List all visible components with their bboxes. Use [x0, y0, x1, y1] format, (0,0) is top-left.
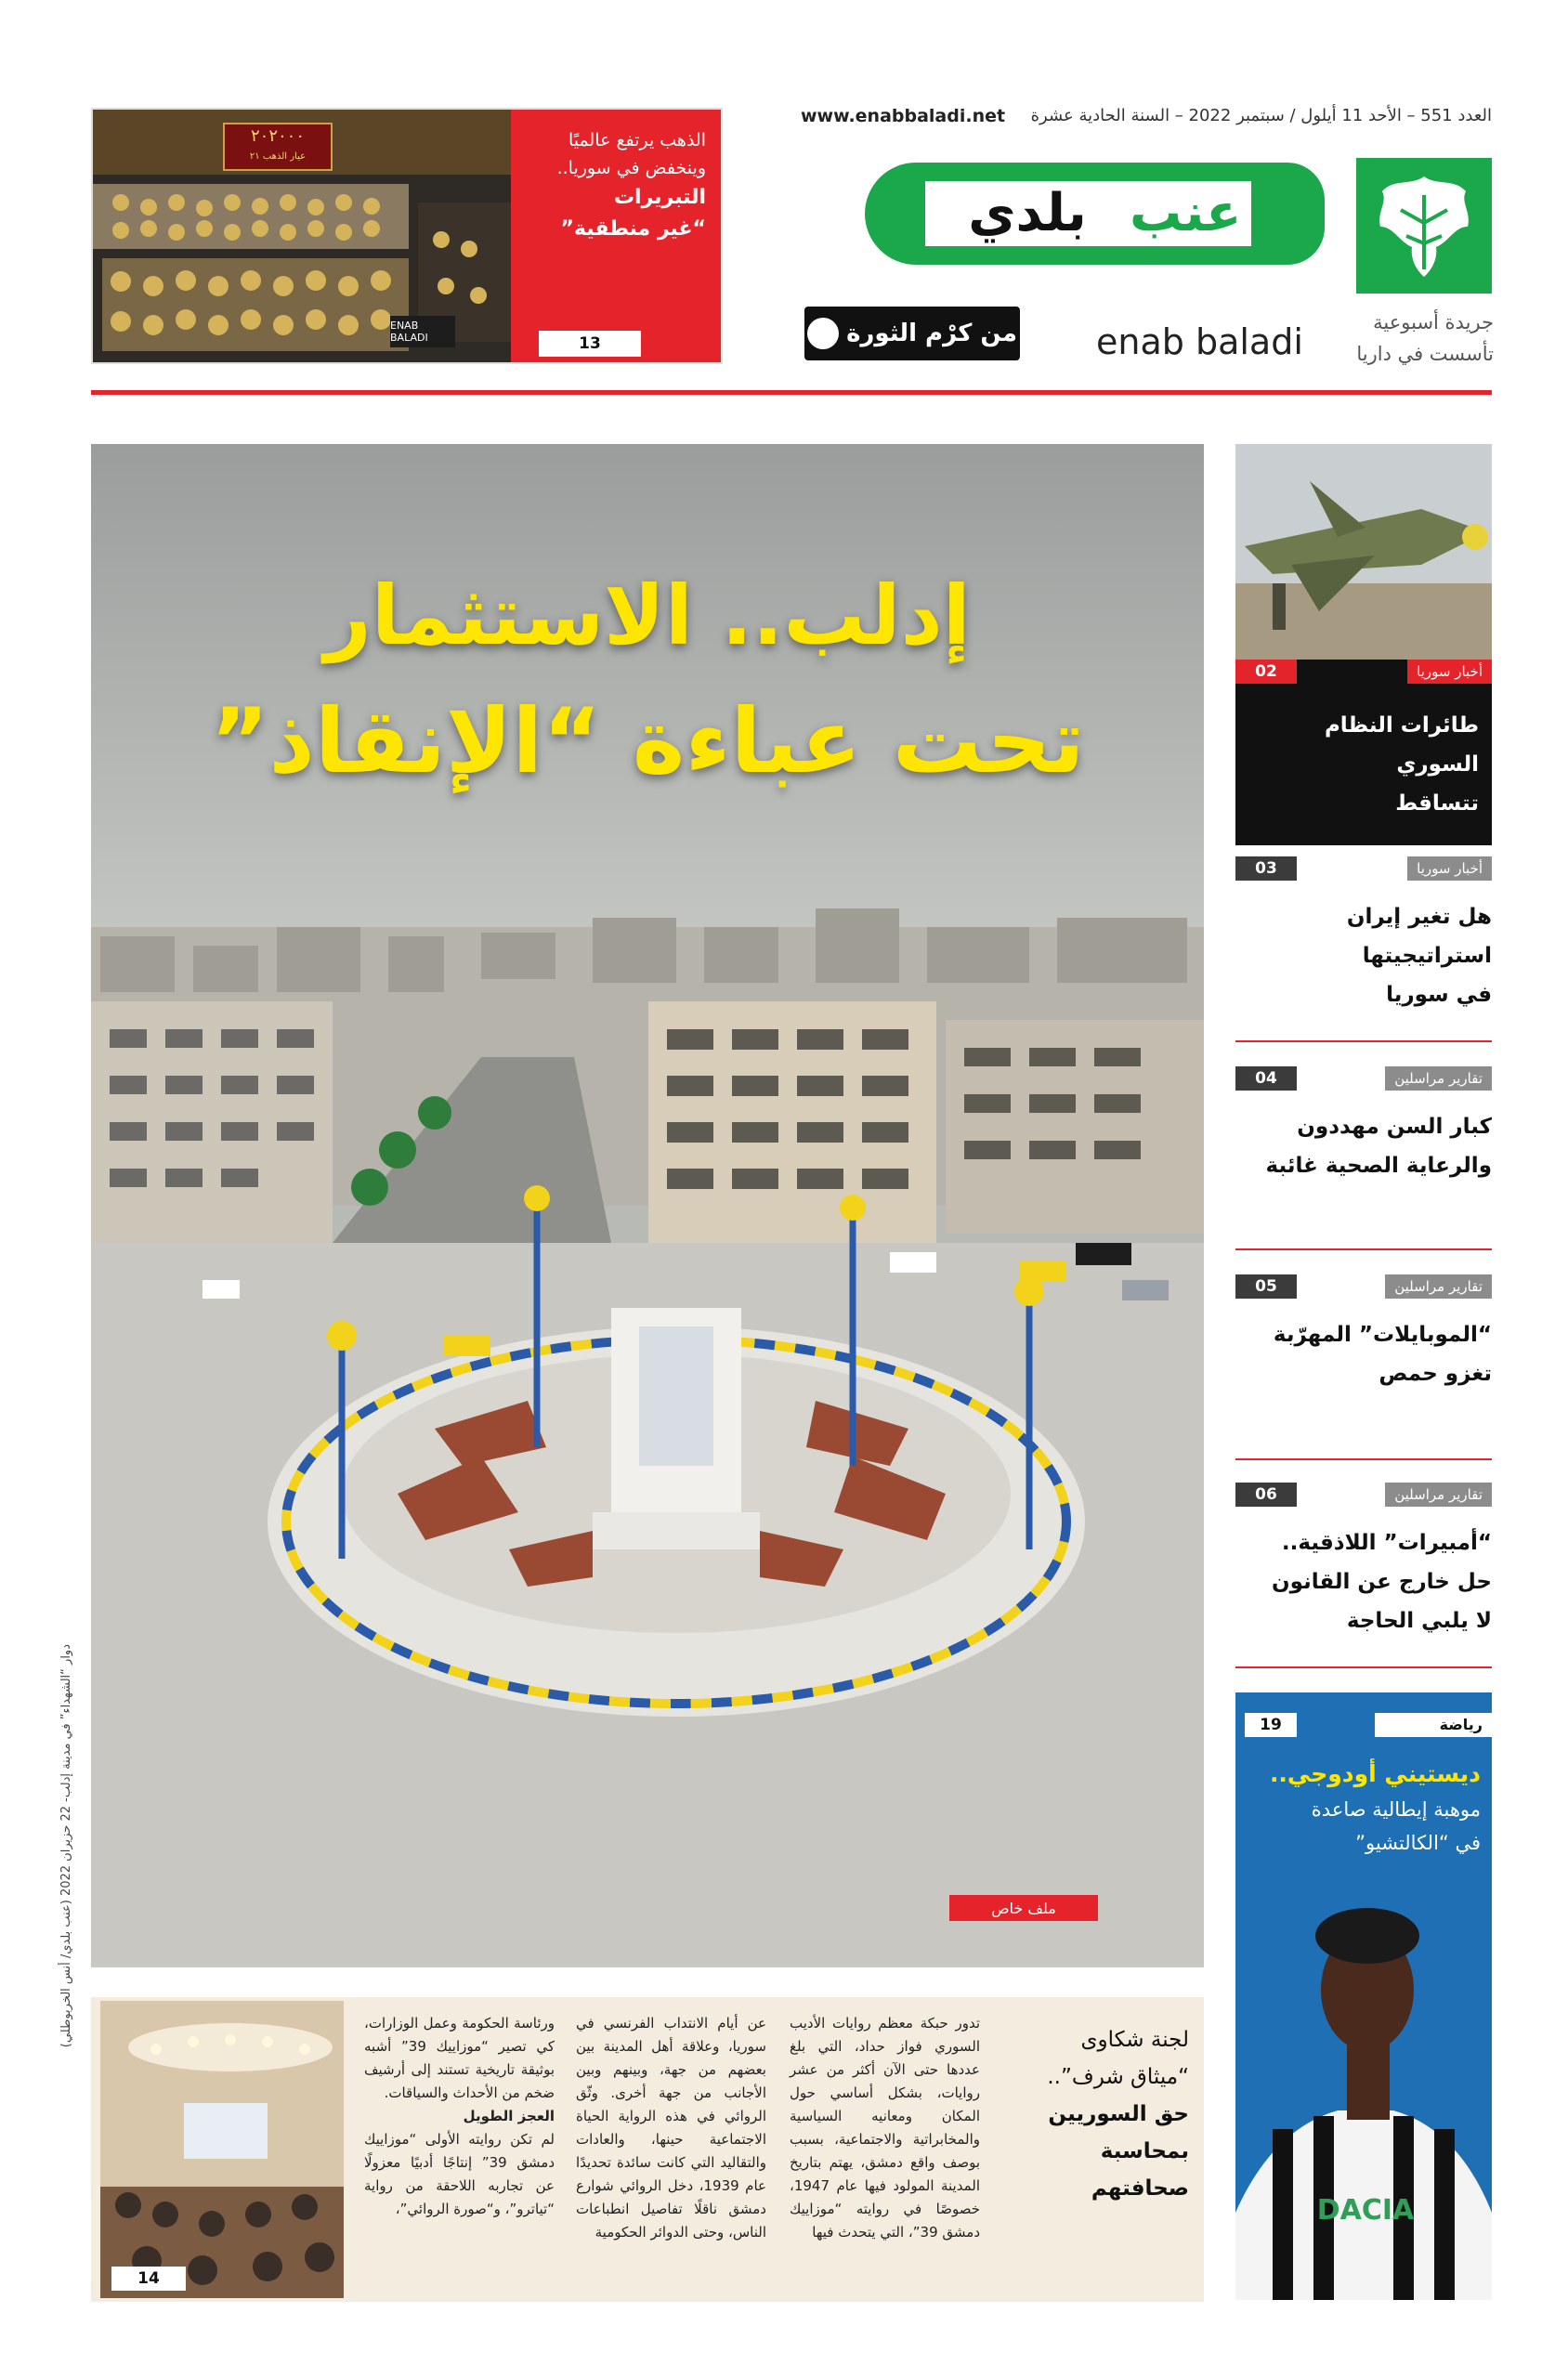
side-item-5[interactable]: [1235, 1483, 1492, 1650]
side-divider-3: [1235, 1458, 1492, 1460]
side-item-3-category: تقارير مراسلين: [1385, 1066, 1492, 1091]
side-item-1-category: أخبار سوريا: [1407, 660, 1492, 684]
sport-line-3: في “الكالتشيو”: [1355, 1832, 1481, 1854]
gold-price-value: ٢٠٢٠٠٠: [250, 126, 305, 146]
grape-leaf-logo-icon: [1356, 158, 1492, 294]
side-item-4-title: [1235, 1315, 1492, 1393]
teaser-line-3: التبريرات: [613, 186, 706, 209]
side-item-5-title-line-2: حل خارج عن القانون: [1272, 1570, 1492, 1594]
slogan-text: من كرْم الثورة: [846, 320, 1017, 347]
side-item-4[interactable]: [1235, 1274, 1492, 1405]
side-item-2-category: أخبار سوريا: [1407, 856, 1492, 881]
tagline-line-1: جريدة أسبوعية: [1373, 311, 1494, 333]
fighter-jet-illustration: [1235, 444, 1492, 660]
side-item-1[interactable]: [1235, 660, 1492, 845]
bottom-headline-line-4: بمحاسبة صحافتهم: [1091, 2139, 1189, 2201]
hero-headline-line-2: تحت عباءة “الإنقاذ”: [210, 689, 1085, 793]
side-item-5-page: 06: [1235, 1483, 1297, 1507]
main-story[interactable]: [91, 444, 1204, 1967]
gold-price-caption: عيار الذهب ٢١: [249, 151, 307, 162]
grape-leaf-icon: [807, 318, 839, 349]
sport-category: رياضة: [1375, 1713, 1492, 1737]
side-item-1-title-line-1: طائرات النظام السوري: [1324, 713, 1479, 777]
side-divider-4: [1235, 1666, 1492, 1668]
side-item-1-title: [1248, 706, 1479, 823]
tagline-line-2: تأسست في داريا: [1356, 343, 1494, 365]
side-item-2-bar: [1235, 856, 1492, 881]
side-item-4-bar: [1235, 1274, 1492, 1299]
side-item-4-title-line-1: “الموبايلات” المهرّبة: [1273, 1323, 1492, 1347]
sport-page: 19: [1245, 1713, 1297, 1737]
hero-headline[interactable]: [91, 555, 1204, 806]
watermark: ENAB BALADI: [390, 316, 455, 347]
side-item-5-bar: [1235, 1483, 1492, 1507]
side-item-2-title: [1235, 897, 1492, 1014]
photo-caption: [56, 1644, 80, 2048]
logo-main-word: عنب: [1130, 183, 1242, 243]
side-divider-2: [1235, 1248, 1492, 1250]
side-item-4-title-line-2: تغزو حمص: [1379, 1362, 1492, 1386]
side-item-3-bar: [1235, 1066, 1492, 1091]
slogan-badge: [804, 307, 1020, 360]
bottom-headline-line-3: حق السوريين: [1048, 2102, 1189, 2126]
side-item-4-category: تقارير مراسلين: [1385, 1274, 1492, 1299]
side-item-3-title-line-1: كبار السن مهددون: [1297, 1115, 1492, 1139]
side-item-5-category: تقارير مراسلين: [1385, 1483, 1492, 1507]
sport-line-1: ديستيني أودوجي..: [1269, 1760, 1481, 1787]
fighter-jet-photo: [1235, 444, 1492, 660]
text-column-3-subhead: العجز الطويل: [463, 2108, 555, 2124]
sport-headline[interactable]: [1245, 1756, 1481, 1860]
text-column-3-part-2: لم تكن روايته الأولى “موزاييك دمشق 39” إنتاجًا أدبيًا معزولًا عن تجاربه اللاحقة من رواية “تياترو”، و“صورة الروائي”،: [364, 2131, 555, 2217]
photo-caption-text: دوار “الشهداء” في مدينة إدلب- 22 حزيران 2022 (عنب بلدي/ أنس الخربوطلي): [59, 1644, 73, 2048]
teaser-text-panel: [511, 110, 721, 362]
side-divider-1: [1235, 1040, 1492, 1042]
teaser-line-1: الذهب يرتفع عالميًا: [568, 130, 706, 150]
side-item-2-title-line-1: هل تغير إيران استراتيجيتها: [1346, 905, 1492, 968]
side-item-2-title-line-2: في سوريا: [1386, 983, 1492, 1007]
text-column-1: تدور حبكة معظم روايات الأديب السوري فواز حداد، التي بلغ عددها حتى الآن أكثر من عشر روايات، بشكل أساسي حول المكان ومعانيه السياسية والمخابراتية والاجتماعية، بسبب بوصف واقع دمشق، يهتم بتاريخ المدينة المولود فيها عام 1947، خصوصًا في روايته “موزاييك دمشق 39”، التي يتحدث فيها: [790, 2015, 980, 2241]
logo-small-word: بلدي: [968, 183, 1087, 243]
text-column-3: [364, 2012, 555, 2221]
side-item-5-title: [1235, 1523, 1492, 1640]
side-item-1-title-line-2: تتساقط: [1395, 791, 1479, 816]
side-item-3-title: [1235, 1107, 1492, 1185]
sponsor-logo: DACIA: [1316, 2194, 1415, 2227]
teaser-line-2: وينخفض في سوريا..: [556, 158, 706, 178]
text-column-2: عن أيام الانتداب الفرنسي في سوريا، وعلاقة أهل المدينة بين بعضهم من جهة، وبينهم وبين الأجانب من جهة أخرى. وثّق الروائي في هذه الرواية الحياة الاجتماعية حينها، والعادات والتقاليد التي كانت سائدة تحديدًا عام 1939، دخل الروائي شوارع دمشق ناقلًا تفاصيل انطباعات الناس، وحتى الدوائر الحكومية: [576, 2015, 766, 2241]
gold-teaser[interactable]: [91, 108, 723, 364]
bottom-photo-page: 14: [111, 2267, 186, 2291]
tagline: [1338, 307, 1494, 370]
issue-line: العدد 551 – الأحد 11 أيلول / سبتمبر 2022 – السنة الحادية عشرة: [1030, 106, 1492, 125]
grape-leaf-icon: [1356, 158, 1492, 294]
header-divider: [91, 390, 1492, 395]
side-item-2-page: 03: [1235, 856, 1297, 881]
sport-line-2: موهبة إيطالية صاعدة: [1311, 1798, 1481, 1821]
teaser-line-4: “غير منطقية”: [560, 217, 706, 241]
conference-photo: [100, 2001, 344, 2298]
gold-shop-photo: [93, 110, 511, 362]
teaser-page-number: 13: [539, 331, 641, 357]
site-url[interactable]: www.enabbaladi.net: [801, 106, 1006, 126]
side-item-5-title-line-3: لا يلبي الحاجة: [1346, 1609, 1492, 1633]
conference-room-illustration: [100, 2001, 344, 2298]
side-item-2[interactable]: [1235, 856, 1492, 1007]
bottom-headline-line-2: “ميثاق شرف”..: [1047, 2065, 1189, 2089]
side-item-3-page: 04: [1235, 1066, 1297, 1091]
side-item-1-page: 02: [1235, 660, 1297, 684]
bottom-headline-line-1: لجنة شكاوى: [1080, 2028, 1189, 2052]
side-item-4-page: 05: [1235, 1274, 1297, 1299]
latin-name: enab baladi: [1096, 321, 1303, 362]
bottom-headline[interactable]: [1003, 2021, 1189, 2207]
special-file-tag: ملف خاص: [949, 1895, 1098, 1921]
side-item-3[interactable]: [1235, 1066, 1492, 1196]
enab-baladi-logo[interactable]: [804, 144, 1334, 283]
side-item-1-bar: [1235, 660, 1492, 684]
text-column-3-part-1: ورئاسة الحكومة وعمل الوزارات، كي تصير “موزاييك 39” أشبه بوثيقة تاريخية تستند إلى أرشيف ضخم من الأحداث والسياقات.: [364, 2015, 555, 2101]
hero-headline-line-1: إدلب.. الاستثمار: [324, 568, 971, 663]
gold-price-sign: [223, 123, 333, 171]
side-item-3-title-line-2: والرعاية الصحية غائبة: [1265, 1154, 1492, 1178]
side-item-5-title-line-1: “أمبيرات” اللاذقية..: [1281, 1531, 1492, 1555]
